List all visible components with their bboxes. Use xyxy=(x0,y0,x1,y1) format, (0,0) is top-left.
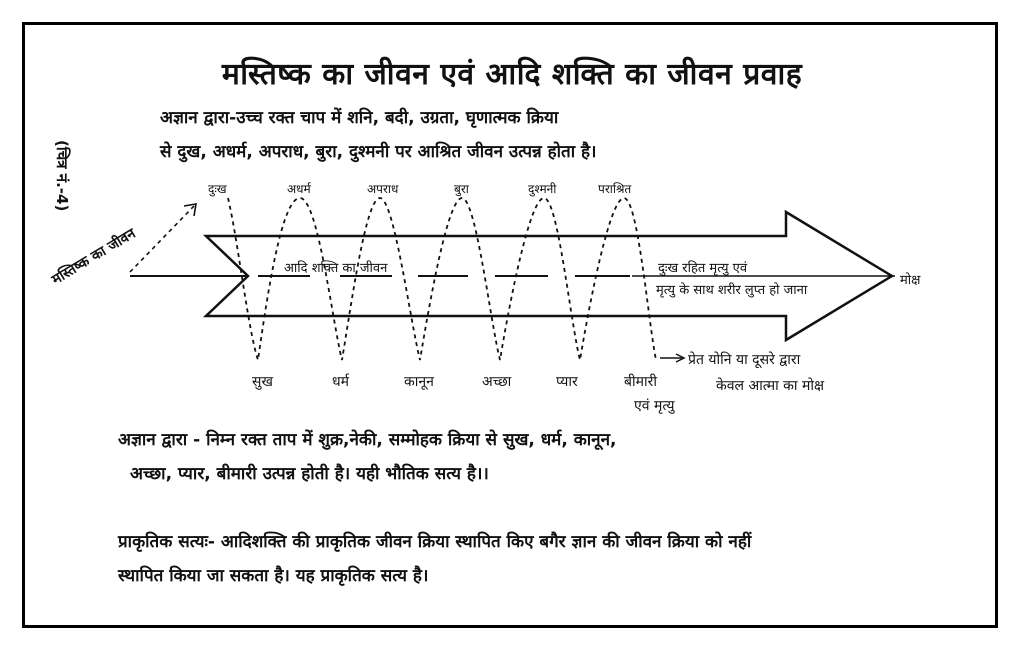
bottom-label-mrityu: एवं मृत्यु xyxy=(634,398,675,414)
natural-truth-paragraph xyxy=(118,525,978,593)
bottom-label-pyar: प्यार xyxy=(556,374,578,390)
top-label-parashrit: पराश्रित xyxy=(598,182,632,196)
brain-life-label: मस्तिष्क का जीवन xyxy=(49,225,139,289)
physical-truth-line-1: अज्ञान द्वारा - निम्न रक्त ताप में शुक्र,नेकी, सम्मोहक क्रिया से सुख, धर्म, कानून, xyxy=(118,430,617,450)
bottom-label-bimari: बीमारी xyxy=(624,374,657,390)
bottom-label-sukh: सुख xyxy=(252,374,273,390)
bottom-label-achchha: अच्छा xyxy=(482,374,512,390)
physical-truth-line-2: अच्छा, प्यार, बीमारी उत्पन्न होती है। यही भौतिक सत्य है।। xyxy=(130,464,489,484)
side-note-arrow xyxy=(660,354,684,362)
bottom-label-dharm: धर्म xyxy=(332,374,349,390)
physical-truth-paragraph xyxy=(118,423,938,491)
arrow-inner-label: आदि शक्ति का जीवन xyxy=(284,261,388,276)
intro-line-2: से दुख, अधर्म, अपराध, बुरा, दुश्मनी पर आश्रित जीवन उत्पन्न होता है। xyxy=(160,142,597,162)
life-wave xyxy=(228,198,656,360)
intro-line-1: अज्ञान द्वारा-उच्च रक्त चाप में शनि, बदी, उग्रता, घृणात्मक क्रिया xyxy=(160,108,559,128)
bottom-label-kanoon: कानून xyxy=(404,374,434,390)
page-title: मस्तिष्क का जीवन एवं आदि शक्ति का जीवन प्रवाह xyxy=(221,57,803,92)
figure-number-label: (चित्र नं.-4) xyxy=(53,140,71,212)
side-note-2: केवल आत्मा का मोक्ष xyxy=(716,378,825,394)
top-label-bura: बुरा xyxy=(454,182,469,196)
top-label-dukh: दुःख xyxy=(208,182,227,196)
side-note-1: प्रेत योनि या दूसरे द्वारा xyxy=(688,352,801,368)
top-label-adharm: अधर्म xyxy=(287,182,311,196)
natural-truth-line-2: स्थापित किया जा सकता है। यह प्राकृतिक सत्य है। xyxy=(118,566,429,586)
natural-truth-line-1: प्राकृतिक सत्यः- आदिशक्ति की प्राकृतिक जीवन क्रिया स्थापित किए बगैर ज्ञान की जीवन क्रिया को नहीं xyxy=(118,532,752,552)
moksha-label: मोक्ष xyxy=(900,273,921,288)
arrow-right-text-1: दुःख रहित मृत्यु एवं xyxy=(658,261,748,276)
top-label-apradh: अपराध xyxy=(367,182,399,196)
arrow-right-text-2: मृत्यु के साथ शरीर लुप्त हो जाना xyxy=(656,283,808,298)
top-label-dushmani: दुश्मनी xyxy=(528,182,557,196)
brain-dotted-arrow xyxy=(130,204,196,272)
